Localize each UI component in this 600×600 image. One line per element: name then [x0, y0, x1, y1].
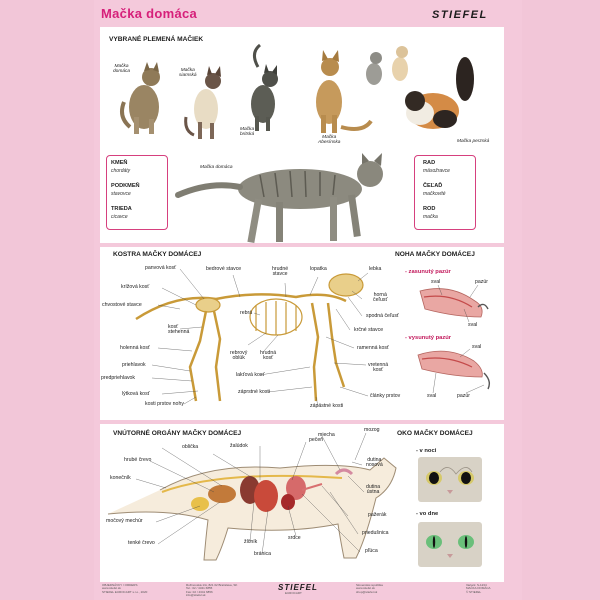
skeleton-label: panvová kosť — [145, 265, 177, 271]
footer-center-right: Slovenská republika www.stiefel.sk shop@stiefel.sk — [356, 583, 383, 594]
tax-rank: TRIEDA — [111, 206, 132, 212]
organ-label: bránica — [254, 551, 272, 557]
paw-label: sval — [472, 344, 482, 350]
skeleton-label: záprstné kosti — [238, 389, 271, 395]
organ-label: dutina nosová — [366, 457, 383, 469]
breeds-heading: VYBRANÉ PLEMENÁ MAČIEK — [109, 36, 204, 43]
skeleton-label: články prstov — [370, 393, 401, 399]
organ-label: žalúdok — [230, 443, 248, 449]
skeleton-label: rebrový oblúk — [230, 350, 248, 362]
skeleton-label: horná čeľusť — [373, 292, 388, 304]
caption-domestic: Mačka domáca — [113, 64, 131, 75]
skeleton-label: chvostové stavce — [102, 302, 142, 308]
paw-retracted-title: - zasunutý pazúr — [405, 269, 451, 275]
tax-value: stavovce — [111, 191, 131, 197]
footer-left: OBJEDNÁVKY / ORDERS www.stiefel.sk STIEFEL EUROCART s.r.o., 2020 — [102, 583, 148, 594]
breeds-panel — [100, 27, 504, 243]
organ-label: oblička — [182, 444, 199, 450]
skeleton-panel — [100, 247, 504, 420]
tax-value: mäsožravce — [423, 168, 450, 174]
paw-label: pazúr — [475, 279, 488, 285]
cat-abyssinian-illustration — [316, 50, 371, 133]
tax-rank: KMEŇ — [111, 160, 128, 166]
paw-label: pazúr — [457, 393, 470, 399]
eye-night-title: - v noci — [416, 448, 437, 454]
caption-main-cat: Mačka domáca — [200, 165, 233, 170]
organs-heading: VNÚTORNÉ ORGÁNY MAČKY DOMÁCEJ — [113, 430, 242, 437]
skeleton-label: kosti prstov nohy — [145, 401, 184, 407]
organ-label: miecha — [318, 432, 335, 438]
skeleton-label: krížová kosť — [121, 284, 150, 290]
brand-logo: STIEFEL — [432, 9, 488, 21]
caption-abyssinian: Mačka Abesínska — [318, 135, 341, 146]
organ-label: konečník — [110, 475, 131, 481]
tax-rank: ČEĽAĎ — [423, 183, 443, 189]
paw-heading: NOHA MAČKY DOMÁCEJ — [395, 251, 475, 258]
skeleton-label: spodná čeľusť — [366, 313, 399, 319]
organ-label: hrubé črevo — [124, 457, 152, 463]
eye-day-title: - vo dne — [416, 511, 439, 517]
tax-value: cicavce — [111, 214, 128, 220]
skeleton-label: ramenná kosť — [357, 345, 389, 351]
footer-brand-sub: EUROCART — [285, 591, 302, 595]
tax-rank: ROD — [423, 206, 436, 212]
paw-label: sval — [427, 393, 437, 399]
skeleton-label: lýtková kosť — [122, 391, 150, 397]
paw-extended-title: - vysunutý pazúr — [405, 335, 452, 341]
caption-british: Mačka britská — [240, 127, 255, 138]
tax-rank: RAD — [423, 160, 436, 166]
skeleton-label: krčné stavce — [354, 327, 384, 333]
organ-label: priedušnica — [362, 530, 389, 536]
skeleton-heading: KOSTRA MAČKY DOMÁCEJ — [113, 251, 202, 258]
eye-heading: OKO MAČKY DOMÁCEJ — [397, 430, 473, 437]
taxonomy-box-left — [106, 155, 168, 230]
footer-brand: STIEFEL — [278, 583, 318, 592]
organ-label: srdce — [288, 535, 301, 541]
footer-center-left: Ružinovská 1/A, 821 02 Bratislava, SK Tel.: 02 / 4341 6855 Fax: 02 / 4341 6856 info@stiefel.sk — [186, 583, 238, 598]
organ-label: močový mechúr — [106, 518, 143, 524]
organ-label: pľúca — [365, 548, 378, 554]
caption-siamese: Mačka siamská — [179, 68, 197, 79]
caption-persian: Mačka perzská — [457, 139, 490, 144]
cat-persian-illustration — [405, 57, 474, 129]
skeleton-label: vretenná kosť — [368, 362, 389, 374]
organ-label: pažerák — [368, 512, 387, 518]
kittens-illustration — [366, 46, 408, 85]
taxonomy-box-right — [414, 155, 476, 230]
tax-rank: PODKMEŇ — [111, 183, 140, 189]
skeleton-label: zápästné kosti — [310, 403, 344, 409]
footer-right: Variant: S-1234 MAČKA DOMÁCA © STIEFEL — [466, 583, 491, 594]
organ-label: mozog — [364, 427, 380, 433]
skeleton-label: kosť stehenná — [168, 324, 190, 336]
skeleton-label: hrudné stavce — [272, 266, 289, 278]
cat-british-illustration — [251, 45, 278, 131]
tax-value: mačkovité — [423, 191, 446, 197]
skeleton-label: rebrá — [240, 310, 253, 316]
eye-illustrations — [100, 424, 504, 582]
tax-value: mačka — [423, 214, 438, 220]
organ-label: pečeň — [309, 437, 324, 443]
skeleton-label: priehlavok — [122, 362, 146, 368]
skeleton-label: bedrové stavce — [206, 266, 242, 272]
skeleton-label: holenná kosť — [120, 345, 150, 351]
skeleton-label: lakťová kosť — [236, 372, 265, 378]
paw-label: sval — [431, 279, 441, 285]
skeleton-label: lopatka — [310, 266, 327, 272]
skeleton-label: predpriehlavok — [101, 375, 136, 381]
paw-label: sval — [468, 322, 478, 328]
organ-label: žlčník — [244, 539, 258, 545]
organ-label: tenké črevo — [128, 540, 155, 546]
organ-label: dutina ústna — [366, 484, 381, 496]
organs-panel — [100, 424, 504, 582]
page-title: Mačka domáca — [101, 6, 198, 21]
skeleton-label: lebka — [369, 266, 382, 272]
skeleton-label: hrudná kosť — [260, 350, 277, 362]
paw-illustrations — [100, 247, 504, 420]
tax-value: chordáty — [111, 168, 131, 174]
